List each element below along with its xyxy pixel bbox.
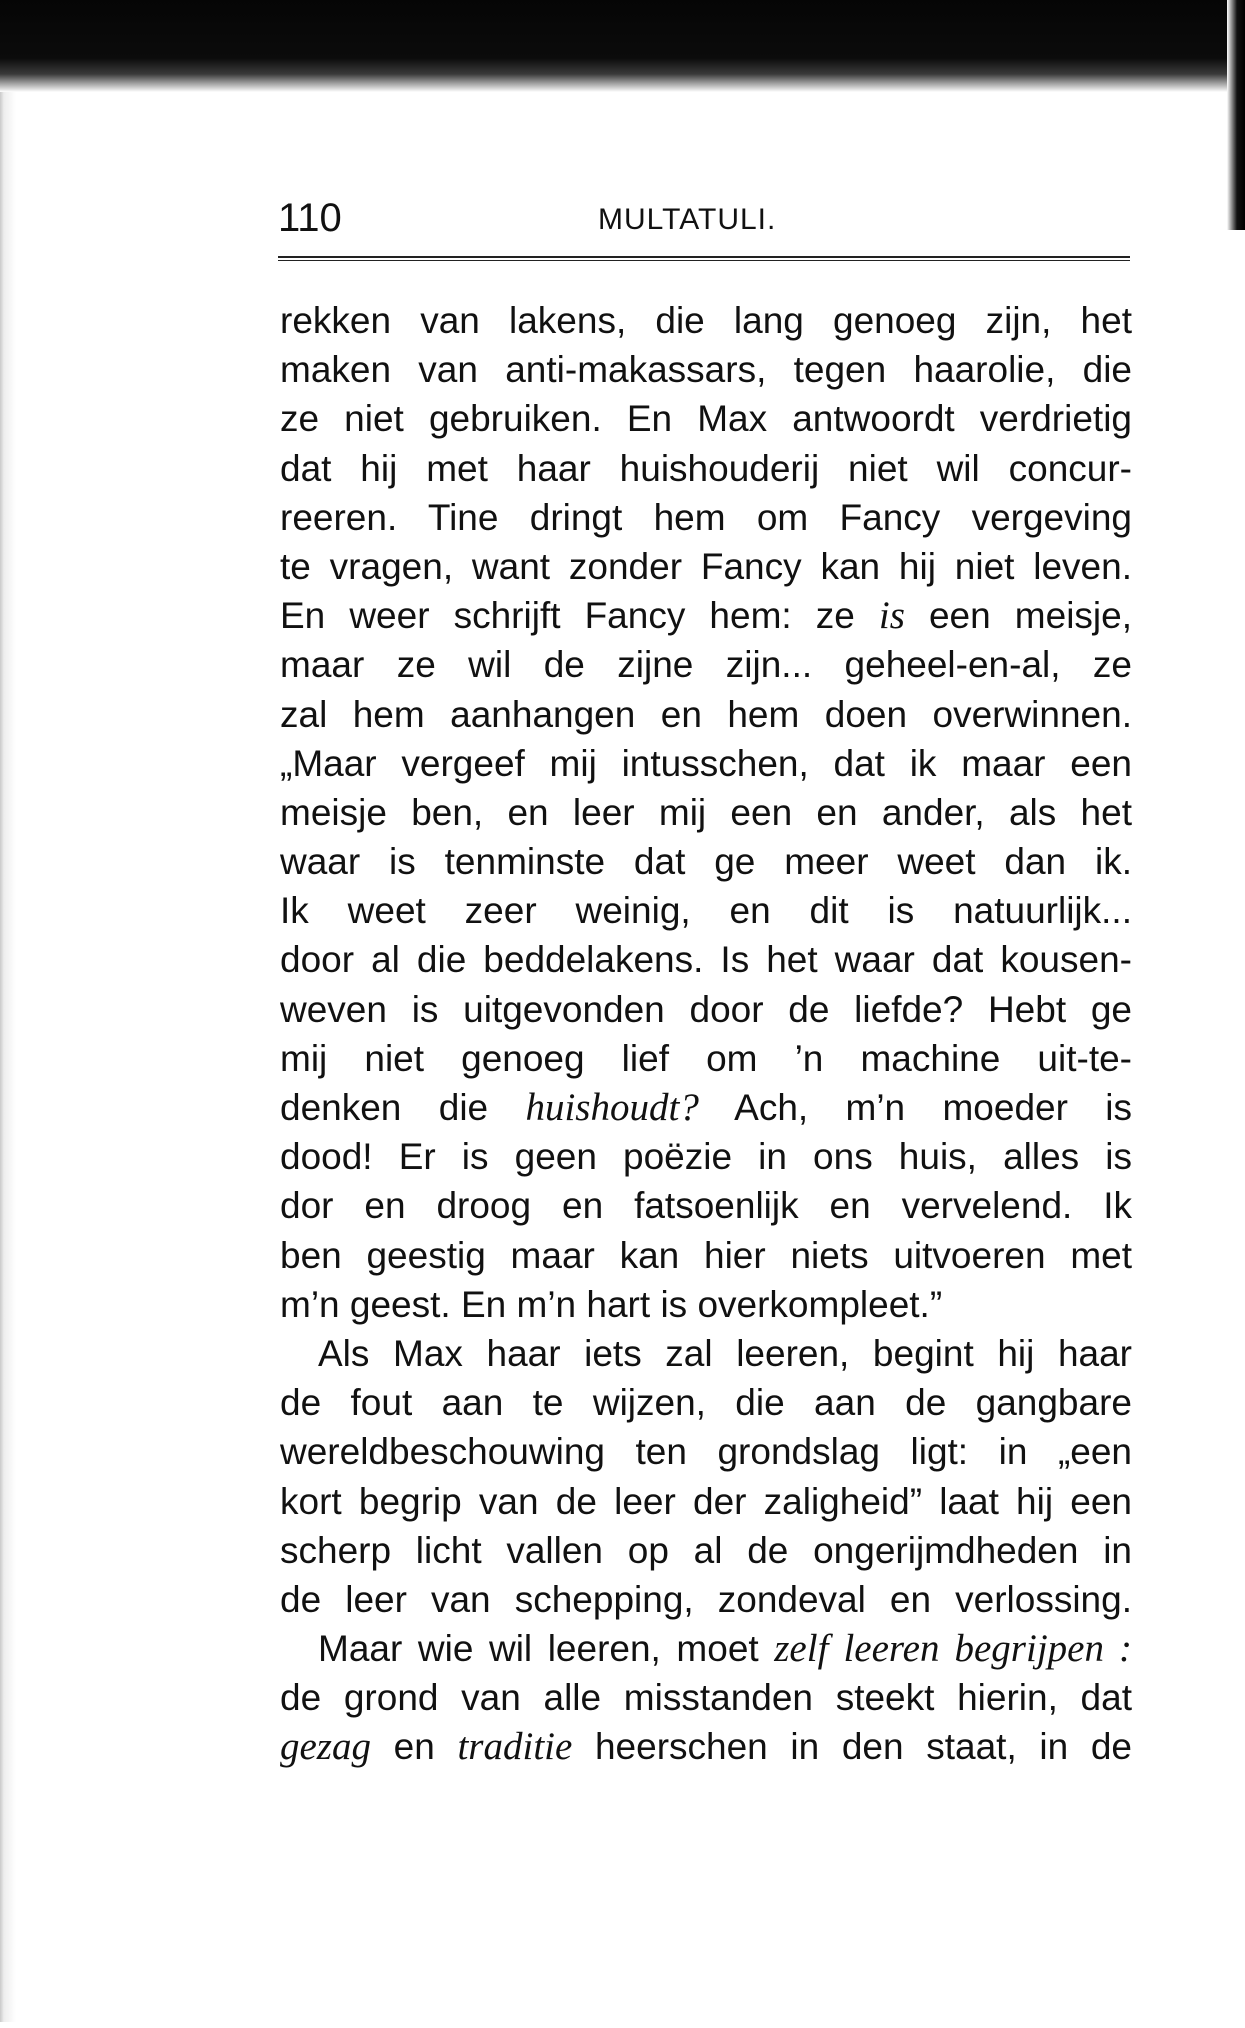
text-line	[280, 1624, 1132, 1673]
text-segment: zal hem aanhangen en hem doen overwinnen.	[280, 693, 1132, 735]
scan-shadow-top	[0, 0, 1245, 92]
text-line	[280, 296, 1132, 345]
text-line	[280, 690, 1132, 739]
text-segment: rekken van lakens, die lang genoeg zijn, het	[280, 300, 1132, 341]
text-line	[280, 935, 1132, 984]
italic-text: zelf leeren begrijpen :	[774, 1627, 1132, 1671]
text-line	[280, 1378, 1132, 1427]
text-segment: Maar wie wil leeren, moet	[318, 1628, 775, 1670]
text-segment: Ik weet zeer weinig, en dit is natuurlijk...	[280, 890, 1132, 932]
text-segment: reeren. Tine dringt hem om Fancy vergeving	[280, 496, 1132, 538]
text-segment: „Maar vergeef mij intusschen, dat ik maar een	[280, 742, 1132, 784]
italic-text: gezag	[280, 1725, 371, 1769]
text-line	[280, 1329, 1132, 1378]
text-segment: weven is uitgevonden door de liefde? Hebt ge	[280, 988, 1132, 1030]
scan-shadow-left	[0, 92, 16, 2022]
text-line	[280, 739, 1132, 788]
text-segment: de grond van alle misstanden steekt hierin, dat	[280, 1677, 1132, 1719]
text-segment: maar ze wil de zijne zijn... geheel-en-al, ze	[280, 644, 1132, 686]
text-line	[280, 444, 1132, 493]
text-segment: de fout aan te wijzen, die aan de gangbare	[280, 1382, 1132, 1424]
italic-text: is	[878, 594, 905, 638]
text-segment: heerschen in den staat, in de	[572, 1726, 1132, 1768]
text-segment: dor en droog en fatsoenlijk en vervelend. Ik	[280, 1185, 1132, 1227]
text-line	[280, 886, 1132, 935]
text-line	[280, 591, 1132, 640]
text-segment: ben geestig maar kan hier niets uitvoeren met	[280, 1234, 1132, 1276]
text-line	[280, 1526, 1132, 1575]
text-segment: denken die	[280, 1087, 526, 1128]
text-line	[280, 1034, 1132, 1083]
text-segment: waar is tenminste dat ge meer weet dan ik.	[280, 841, 1132, 883]
text-segment: te vragen, want zonder Fancy kan hij niet leven.	[280, 545, 1132, 587]
text-line	[280, 1427, 1132, 1476]
text-segment: en	[371, 1726, 458, 1768]
text-line	[280, 985, 1132, 1034]
text-line	[280, 837, 1132, 886]
scan-shadow-right	[1227, 0, 1245, 230]
text-segment: wereldbeschouwing ten grondslag ligt: in „een	[280, 1431, 1132, 1473]
text-segment: En weer schrijft Fancy hem: ze	[280, 595, 879, 637]
italic-text: huishoudt?	[525, 1086, 699, 1129]
text-line	[280, 788, 1132, 837]
text-line	[280, 1231, 1132, 1280]
text-segment: Als Max haar iets zal leeren, begint hij haar	[318, 1332, 1132, 1374]
header-rule	[278, 256, 1130, 261]
text-segment: maken van anti-makassars, tegen haarolie, die	[280, 349, 1132, 391]
text-segment: ze niet gebruiken. En Max antwoordt verdrietig	[280, 398, 1132, 440]
text-segment: Ach, m’n moeder is	[698, 1087, 1132, 1128]
text-segment: een meisje,	[904, 595, 1132, 637]
text-line	[280, 640, 1132, 689]
text-segment: dood! Er is geen poëzie in ons huis, alles is	[280, 1136, 1132, 1178]
text-line	[280, 345, 1132, 394]
text-line	[280, 493, 1132, 542]
text-segment: door al die beddelakens. Is het waar dat kousen-	[280, 939, 1132, 981]
page-header	[278, 192, 1130, 244]
text-line	[280, 394, 1132, 443]
text-segment: meisje ben, en leer mij een en ander, als het	[280, 791, 1132, 833]
text-segment: m’n geest. En m’n hart is overkompleet.”	[280, 1283, 943, 1325]
page-number: 110	[278, 196, 342, 240]
body-text	[280, 296, 1132, 1772]
text-segment: dat hij met haar huishouderij niet wil concur-	[280, 447, 1132, 489]
text-line	[280, 1722, 1132, 1771]
text-line	[280, 1477, 1132, 1526]
text-segment: scherp licht vallen op al de ongerijmdheden in	[280, 1529, 1132, 1571]
italic-text: traditie	[457, 1725, 573, 1769]
text-line	[280, 1575, 1132, 1624]
text-line	[280, 1181, 1132, 1230]
text-line	[280, 1132, 1132, 1181]
text-segment: mij niet genoeg lief om ’n machine uit-te-	[280, 1037, 1132, 1079]
text-segment: kort begrip van de leer der zaligheid” laat hij een	[280, 1480, 1132, 1522]
text-line	[280, 542, 1132, 591]
text-line	[280, 1083, 1132, 1132]
text-line	[280, 1280, 1132, 1329]
text-segment: de leer van schepping, zondeval en verlossing.	[280, 1578, 1132, 1620]
running-head: MULTATULI.	[598, 203, 777, 236]
text-line	[280, 1673, 1132, 1722]
